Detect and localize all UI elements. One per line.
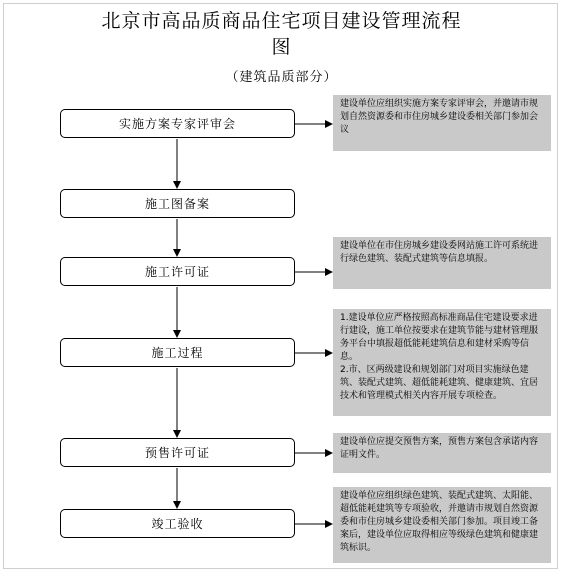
note-construction-permit: 建设单位在市住房城乡建设委网站施工许可系统进行绿色建筑、装配式建筑等信息填报。	[333, 237, 551, 289]
step-completion-acceptance: 竣工验收	[60, 509, 295, 538]
note-construction-process	[333, 309, 551, 416]
title-line-1: 北京市高品质商品住宅项目建设管理流程	[101, 10, 462, 32]
note-expert-review: 建设单位应组织实施方案专家评审会，并邀请市规划自然资源委和市住房城乡建设委相关部门参加会议	[333, 95, 551, 151]
step-expert-review: 实施方案专家评审会	[60, 109, 295, 138]
title-line-2: 图	[271, 36, 292, 58]
step-drawing-filing: 施工图备案	[60, 189, 295, 218]
step-presale-permit: 预售许可证	[60, 438, 295, 467]
note-process-item-2: 2.市、区两级建设和规划部门对项目实施绿色建筑、装配式建筑、超低能耗建筑、健康建筑、宜居技术和管理模式相关内容开展专项检查。	[340, 365, 539, 401]
step-construction-process: 施工过程	[60, 338, 295, 367]
note-process-item-1: 1.建设单位应严格按照高标准商品住宅建设要求进行建设，施工单位按要求在建筑节能与建材管理服务平台中填报超低能耗建筑信息和建材采购等信息。	[340, 313, 539, 362]
note-presale-permit: 建设单位应提交预售方案，预售方案包含承诺内容证明文件。	[333, 433, 551, 473]
step-construction-permit: 施工许可证	[60, 257, 295, 286]
note-completion-acceptance: 建设单位应组织绿色建筑、装配式建筑、太阳能、超低能耗建筑等专项验收，并邀请市规划自然资源委和市住房城乡建设委相关部门参加。项目竣工备案后，建设单位应取得相应等级绿色建筑和健康建筑标识。	[333, 487, 551, 563]
diagram-subtitle: （建筑品质部分）	[225, 70, 338, 85]
